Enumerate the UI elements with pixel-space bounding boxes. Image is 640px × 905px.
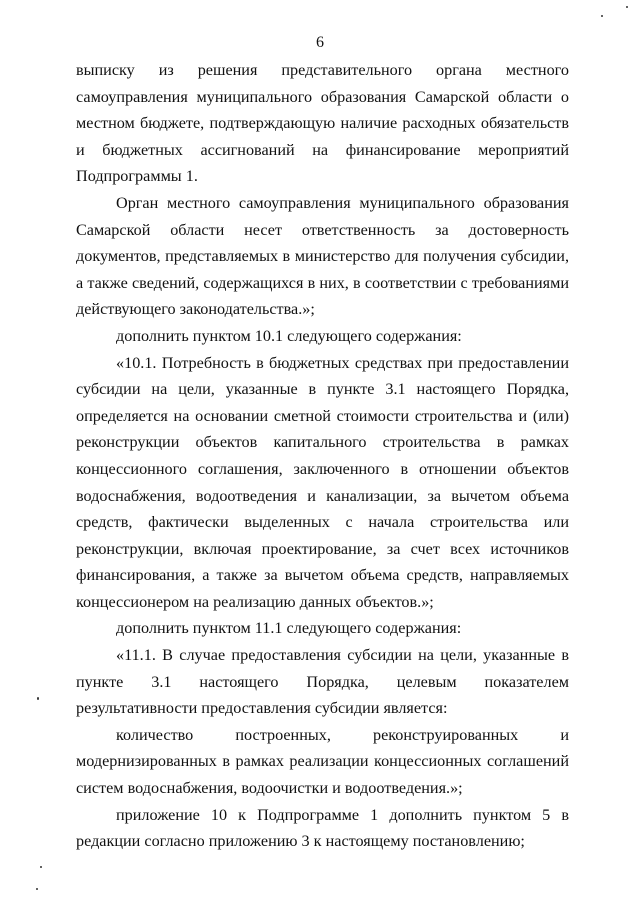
scan-speck <box>40 866 42 868</box>
paragraph-4: «10.1. Потребность в бюджетных средствах при предоставлении субсидии на цели, указанные в пункте 3.1 настоящего Порядка, определяется на основании сметной стоимости строительства и (или) реконструкции объектов капитального строительства в рамках концессионного соглашения, заключенного в отношении объектов водоснабжения, водоотведения и канализации, за вычетом объема средств, фактически выделенных с начала строительства или реконструкции, включая проектирование, за счет всех источников финансирования, а также за вычетом объема средств, направляемых концессионером на реализацию данных объектов.»; <box>76 353 569 611</box>
paragraph-5: дополнить пунктом 11.1 следующего содержания: <box>116 619 462 638</box>
scan-speck <box>37 697 39 700</box>
scan-speck <box>601 15 603 17</box>
paragraph-8: приложение 10 к Подпрограмме 1 дополнить пунктом 5 в редакции согласно приложению 3 к настоящему постановлению; <box>76 805 569 851</box>
paragraph-6: «11.1. В случае предоставления субсидии на цели, указанные в пункте 3.1 настоящего Порядка, целевым показателем результативности предоставления субсидии является: <box>76 646 569 718</box>
paragraph-2: Орган местного самоуправления муниципального образования Самарской области несет ответственность за достоверность документов, представляемых в министерство для получения субсидии, а также сведений, содержащихся в них, в соответствии с требованиями действующего законодательства.»; <box>76 193 569 319</box>
paragraph-1: выписку из решения представительного органа местного самоуправления муниципального образования Самарской области о местном бюджете, подтверждающую наличие расходных обязательств и бюджетных ассигнований на финансирование мероприятий Подпрограммы 1. <box>76 61 569 186</box>
paragraph-3: дополнить пунктом 10.1 следующего содержания: <box>116 326 462 345</box>
document-body <box>76 57 569 855</box>
scan-speck <box>36 888 38 890</box>
scan-speck <box>626 6 628 8</box>
paragraph-7: количество построенных, реконструированных и модернизированных в рамках реализации концессионных соглашений систем водоснабжения, водоочистки и водоотведения.»; <box>76 725 569 798</box>
page-number: 6 <box>316 34 324 51</box>
